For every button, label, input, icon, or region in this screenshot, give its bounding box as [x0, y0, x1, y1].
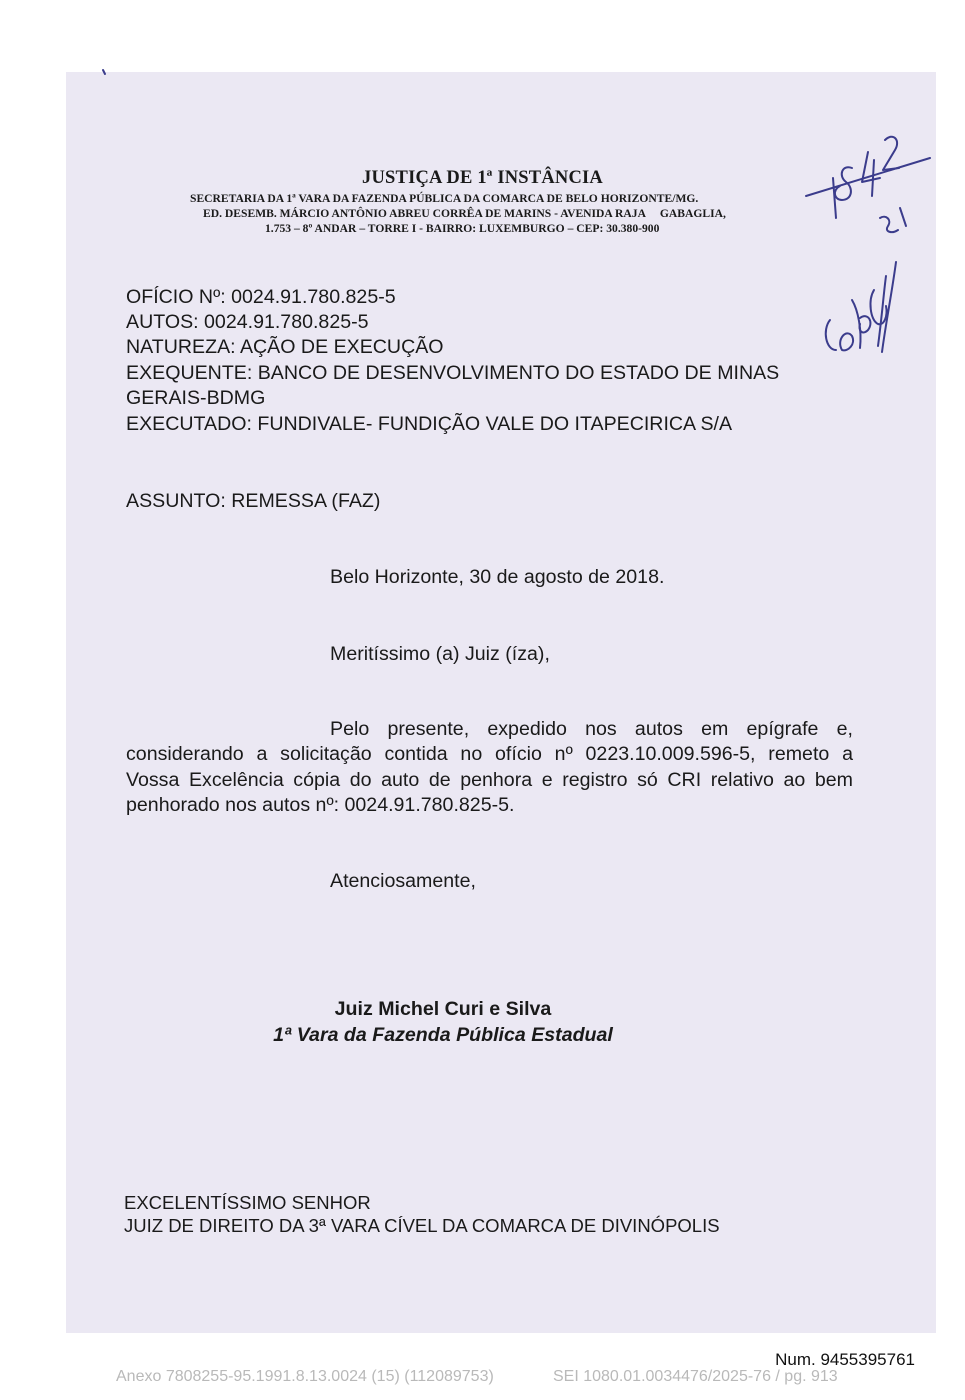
- body-line: Pelo presente, expedido nos autos em epígrafe e,: [330, 718, 853, 740]
- letter-date: Belo Horizonte, 30 de agosto de 2018.: [330, 566, 665, 588]
- letter-closing: Atenciosamente,: [330, 870, 476, 892]
- natureza: NATUREZA: AÇÃO DE EXECUÇÃO: [126, 336, 444, 358]
- footer-sei: SEI 1080.01.0034476/2025-76 / pg. 913: [553, 1368, 838, 1385]
- court-title: JUSTIÇA DE 1ª INSTÂNCIA: [362, 168, 603, 188]
- oficio-number: OFÍCIO Nº: 0024.91.780.825-5: [126, 286, 396, 308]
- header-address-line-3: 1.753 – 8º ANDAR – TORRE I - BAIRRO: LUXEMBURGO – CEP: 30.380-900: [265, 222, 660, 235]
- letter-body: [126, 717, 853, 819]
- body-line: Vossa Excelência cópia do auto de penhora e registro só CRI relativo ao bem: [126, 768, 853, 791]
- header-address-line-1: SECRETARIA DA 1ª VARA DA FAZENDA PÚBLICA DA COMARCA DE BELO HORIZONTE/MG.: [190, 192, 699, 205]
- body-line: penhorado nos autos nº: 0024.91.780.825-5.: [126, 794, 515, 817]
- exequente-line-1: EXEQUENTE: BANCO DE DESENVOLVIMENTO DO ESTADO DE MINAS: [126, 362, 780, 384]
- signatory-court: 1ª Vara da Fazenda Pública Estadual: [273, 1024, 613, 1046]
- autos-number: AUTOS: 0024.91.780.825-5: [126, 311, 369, 333]
- body-line: considerando a solicitação contida no ofício nº 0223.10.009.596-5, remeto a: [126, 743, 853, 766]
- addressee-line-1: EXCELENTÍSSIMO SENHOR: [124, 1192, 371, 1213]
- footer-annex: Anexo 7808255-95.1991.8.13.0024 (15) (112089753): [116, 1368, 494, 1385]
- signatory-name: Juiz Michel Curi e Silva: [334, 998, 552, 1020]
- handwritten-note: [826, 320, 836, 350]
- executado: EXECUTADO: FUNDIVALE- FUNDIÇÃO VALE DO ITAPECIRICA S/A: [126, 413, 733, 435]
- assunto: ASSUNTO: REMESSA (FAZ): [126, 490, 381, 512]
- exequente-line-2: GERAIS-BDMG: [126, 387, 266, 409]
- header-address-line-2: ED. DESEMB. MÁRCIO ANTÔNIO ABREU CORRÊA DE MARINS - AVENIDA RAJA GABAGLIA,: [203, 207, 726, 220]
- letter-salutation: Meritíssimo (a) Juiz (íza),: [330, 643, 550, 665]
- document-number: Num. 9455395761: [775, 1350, 915, 1369]
- addressee-line-2: JUIZ DE DIREITO DA 3ª VARA CÍVEL DA COMARCA DE DIVINÓPOLIS: [124, 1215, 720, 1236]
